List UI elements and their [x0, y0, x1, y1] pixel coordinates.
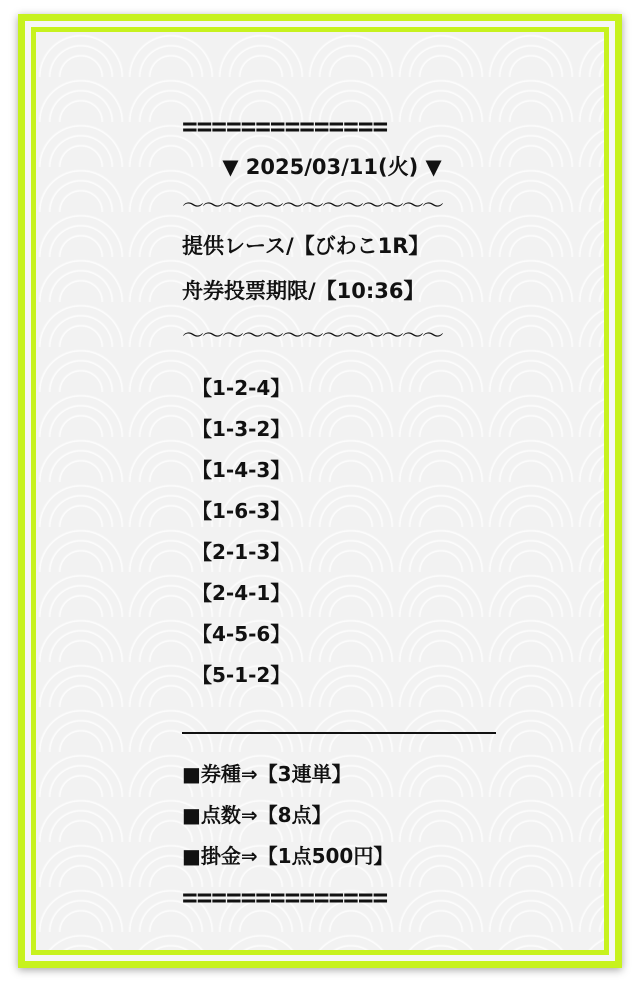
combination-list: [182, 368, 512, 696]
list-item: 【2-1-3】: [192, 540, 291, 564]
point-count: ■点数⇒【8点】: [182, 803, 332, 827]
wave-divider-top: 〜〜〜〜〜〜〜〜〜〜〜〜〜: [182, 194, 443, 219]
list-item: 【1-6-3】: [192, 499, 291, 523]
ticket-content: [182, 112, 512, 913]
bet-summary: [182, 754, 512, 877]
list-item: 【2-4-1】: [192, 581, 291, 605]
list-item: 【1-3-2】: [192, 417, 291, 441]
offer-race: 提供レース/【びわこ1R】: [182, 234, 430, 258]
footer-rule: ==============: [182, 883, 388, 913]
race-date: ▼ 2025/03/11(火) ▼: [222, 155, 442, 179]
ticket-type: ■券種⇒【3連単】: [182, 762, 352, 786]
list-item: 【1-2-4】: [192, 376, 291, 400]
header-rule: ==============: [182, 112, 388, 142]
list-item: 【1-4-3】: [192, 458, 291, 482]
horizontal-divider: [182, 732, 496, 734]
stake-amount: ■掛金⇒【1点500円】: [182, 844, 394, 868]
list-item: 【5-1-2】: [192, 663, 291, 687]
list-item: 【4-5-6】: [192, 622, 291, 646]
vote-deadline: 舟券投票期限/【10:36】: [182, 279, 425, 303]
patterned-background: [31, 27, 609, 955]
wave-divider-bottom: 〜〜〜〜〜〜〜〜〜〜〜〜〜: [182, 324, 443, 349]
ticket-card: [18, 14, 622, 968]
